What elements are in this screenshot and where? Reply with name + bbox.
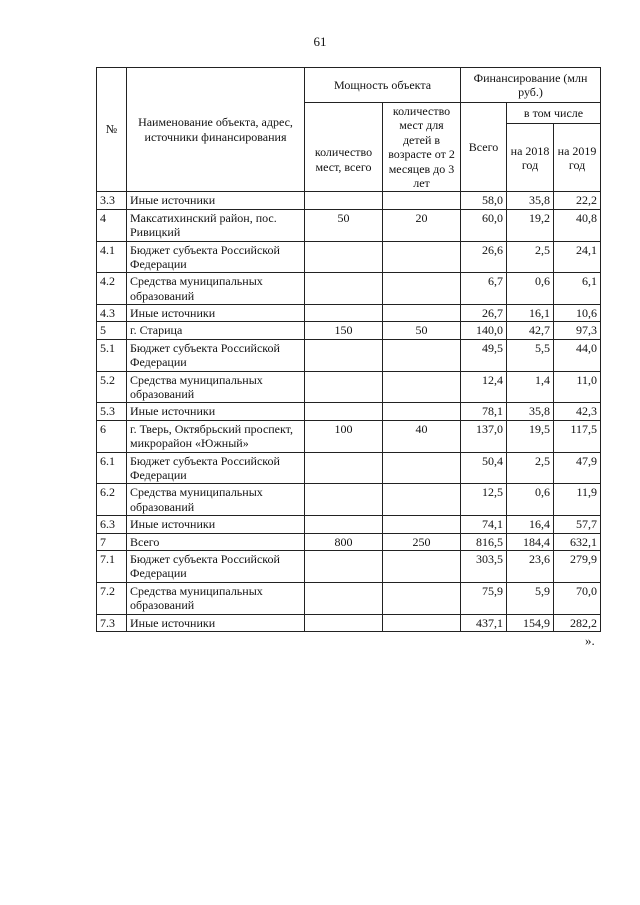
row-code: 3.3 bbox=[97, 192, 127, 209]
row-code: 5 bbox=[97, 322, 127, 339]
row-2019: 6,1 bbox=[554, 273, 601, 305]
row-2019: 11,9 bbox=[554, 484, 601, 516]
row-places-total: 800 bbox=[305, 533, 383, 550]
row-total: 74,1 bbox=[461, 516, 507, 533]
row-places-total bbox=[305, 273, 383, 305]
table-row bbox=[97, 273, 601, 305]
row-name: Иные источники bbox=[127, 403, 305, 420]
row-total: 75,9 bbox=[461, 582, 507, 614]
row-2019: 44,0 bbox=[554, 339, 601, 371]
table-row bbox=[97, 516, 601, 533]
row-name: Средства муниципальных образований bbox=[127, 371, 305, 403]
table-row bbox=[97, 614, 601, 631]
row-places-total bbox=[305, 484, 383, 516]
row-total: 6,7 bbox=[461, 273, 507, 305]
row-2018: 19,5 bbox=[507, 420, 554, 452]
row-total: 12,4 bbox=[461, 371, 507, 403]
row-name: Всего bbox=[127, 533, 305, 550]
row-places-children bbox=[383, 550, 461, 582]
header-places-total: количество мест, всего bbox=[305, 103, 383, 192]
table-row bbox=[97, 209, 601, 241]
row-2018: 2,5 bbox=[507, 452, 554, 484]
row-code: 4.2 bbox=[97, 273, 127, 305]
row-2019: 632,1 bbox=[554, 533, 601, 550]
row-2018: 16,4 bbox=[507, 516, 554, 533]
row-name: Бюджет субъекта Российской Федерации bbox=[127, 339, 305, 371]
row-2018: 19,2 bbox=[507, 209, 554, 241]
row-2019: 97,3 bbox=[554, 322, 601, 339]
table-body bbox=[97, 192, 601, 632]
table-row bbox=[97, 241, 601, 273]
row-name: г. Старица bbox=[127, 322, 305, 339]
table-row bbox=[97, 420, 601, 452]
row-total: 78,1 bbox=[461, 403, 507, 420]
row-name: Бюджет субъекта Российской Федерации bbox=[127, 452, 305, 484]
row-2019: 70,0 bbox=[554, 582, 601, 614]
row-2018: 184,4 bbox=[507, 533, 554, 550]
table-row bbox=[97, 452, 601, 484]
row-code: 4 bbox=[97, 209, 127, 241]
row-total: 49,5 bbox=[461, 339, 507, 371]
row-2019: 24,1 bbox=[554, 241, 601, 273]
row-2019: 42,3 bbox=[554, 403, 601, 420]
row-places-total bbox=[305, 241, 383, 273]
row-total: 60,0 bbox=[461, 209, 507, 241]
table-row bbox=[97, 305, 601, 322]
row-name: Средства муниципальных образований bbox=[127, 484, 305, 516]
row-name: Максатихинский район, пос. Ривицкий bbox=[127, 209, 305, 241]
row-places-total bbox=[305, 305, 383, 322]
row-total: 26,6 bbox=[461, 241, 507, 273]
row-2019: 57,7 bbox=[554, 516, 601, 533]
row-places-children bbox=[383, 305, 461, 322]
row-2018: 1,4 bbox=[507, 371, 554, 403]
table-row bbox=[97, 550, 601, 582]
row-places-children: 40 bbox=[383, 420, 461, 452]
table-row bbox=[97, 533, 601, 550]
row-code: 6.3 bbox=[97, 516, 127, 533]
header-no: № bbox=[97, 68, 127, 192]
row-2018: 0,6 bbox=[507, 484, 554, 516]
financing-table bbox=[96, 67, 601, 632]
table-row bbox=[97, 339, 601, 371]
row-total: 303,5 bbox=[461, 550, 507, 582]
row-places-children bbox=[383, 582, 461, 614]
row-2018: 5,5 bbox=[507, 339, 554, 371]
header-including: в том числе bbox=[507, 103, 601, 124]
row-code: 7.3 bbox=[97, 614, 127, 631]
row-code: 4.1 bbox=[97, 241, 127, 273]
row-code: 4.3 bbox=[97, 305, 127, 322]
table-row bbox=[97, 484, 601, 516]
row-places-children bbox=[383, 192, 461, 209]
closing-quote: ». bbox=[585, 633, 595, 648]
row-places-total: 150 bbox=[305, 322, 383, 339]
row-places-children bbox=[383, 273, 461, 305]
row-name: Бюджет субъекта Российской Федерации bbox=[127, 550, 305, 582]
row-places-children bbox=[383, 614, 461, 631]
header-2019: на 2019 год bbox=[554, 124, 601, 192]
row-name: Иные источники bbox=[127, 614, 305, 631]
row-total: 816,5 bbox=[461, 533, 507, 550]
row-code: 7.1 bbox=[97, 550, 127, 582]
row-2018: 2,5 bbox=[507, 241, 554, 273]
header-2018: на 2018 год bbox=[507, 124, 554, 192]
row-places-total bbox=[305, 516, 383, 533]
row-places-children bbox=[383, 516, 461, 533]
row-total: 50,4 bbox=[461, 452, 507, 484]
table-row bbox=[97, 582, 601, 614]
row-2019: 10,6 bbox=[554, 305, 601, 322]
row-name: Средства муниципальных образований bbox=[127, 582, 305, 614]
row-code: 7.2 bbox=[97, 582, 127, 614]
row-code: 5.3 bbox=[97, 403, 127, 420]
row-2019: 40,8 bbox=[554, 209, 601, 241]
row-2019: 47,9 bbox=[554, 452, 601, 484]
row-places-total bbox=[305, 192, 383, 209]
table-row bbox=[97, 371, 601, 403]
row-2018: 35,8 bbox=[507, 192, 554, 209]
row-places-total bbox=[305, 371, 383, 403]
row-2018: 23,6 bbox=[507, 550, 554, 582]
row-2019: 117,5 bbox=[554, 420, 601, 452]
row-places-children: 20 bbox=[383, 209, 461, 241]
row-name: г. Тверь, Октябрьский проспект, микрорайон «Южный» bbox=[127, 420, 305, 452]
row-2019: 282,2 bbox=[554, 614, 601, 631]
row-code: 7 bbox=[97, 533, 127, 550]
row-places-children bbox=[383, 484, 461, 516]
row-code: 5.1 bbox=[97, 339, 127, 371]
row-2019: 279,9 bbox=[554, 550, 601, 582]
row-code: 5.2 bbox=[97, 371, 127, 403]
table-row bbox=[97, 403, 601, 420]
row-places-children bbox=[383, 452, 461, 484]
row-places-total: 50 bbox=[305, 209, 383, 241]
row-places-total bbox=[305, 550, 383, 582]
row-2018: 42,7 bbox=[507, 322, 554, 339]
row-2018: 35,8 bbox=[507, 403, 554, 420]
row-name: Средства муниципальных образований bbox=[127, 273, 305, 305]
row-places-total bbox=[305, 339, 383, 371]
row-code: 6.2 bbox=[97, 484, 127, 516]
row-2018: 5,9 bbox=[507, 582, 554, 614]
row-total: 137,0 bbox=[461, 420, 507, 452]
row-places-total bbox=[305, 614, 383, 631]
row-code: 6 bbox=[97, 420, 127, 452]
row-2018: 0,6 bbox=[507, 273, 554, 305]
table-row bbox=[97, 192, 601, 209]
row-total: 26,7 bbox=[461, 305, 507, 322]
row-2018: 16,1 bbox=[507, 305, 554, 322]
row-places-total: 100 bbox=[305, 420, 383, 452]
row-2019: 11,0 bbox=[554, 371, 601, 403]
row-code: 6.1 bbox=[97, 452, 127, 484]
page-number: 61 bbox=[313, 34, 327, 49]
row-places-children: 250 bbox=[383, 533, 461, 550]
row-places-children bbox=[383, 371, 461, 403]
row-total: 140,0 bbox=[461, 322, 507, 339]
header-capacity: Мощность объекта bbox=[305, 68, 461, 103]
header-name: Наименование объекта, адрес, источники финансирования bbox=[127, 68, 305, 192]
header-total: Всего bbox=[461, 103, 507, 192]
row-2018: 154,9 bbox=[507, 614, 554, 631]
row-places-total bbox=[305, 403, 383, 420]
row-places-total bbox=[305, 452, 383, 484]
row-name: Иные источники bbox=[127, 516, 305, 533]
row-2019: 22,2 bbox=[554, 192, 601, 209]
row-name: Иные источники bbox=[127, 192, 305, 209]
row-name: Иные источники bbox=[127, 305, 305, 322]
row-total: 12,5 bbox=[461, 484, 507, 516]
header-financing: Финансирование (млн руб.) bbox=[461, 68, 601, 103]
row-name: Бюджет субъекта Российской Федерации bbox=[127, 241, 305, 273]
row-places-total bbox=[305, 582, 383, 614]
header-places-children: количество мест для детей в возрасте от 2 месяцев до 3 лет bbox=[383, 103, 461, 192]
row-places-children: 50 bbox=[383, 322, 461, 339]
row-places-children bbox=[383, 339, 461, 371]
row-total: 58,0 bbox=[461, 192, 507, 209]
row-total: 437,1 bbox=[461, 614, 507, 631]
table-row bbox=[97, 322, 601, 339]
row-places-children bbox=[383, 403, 461, 420]
row-places-children bbox=[383, 241, 461, 273]
